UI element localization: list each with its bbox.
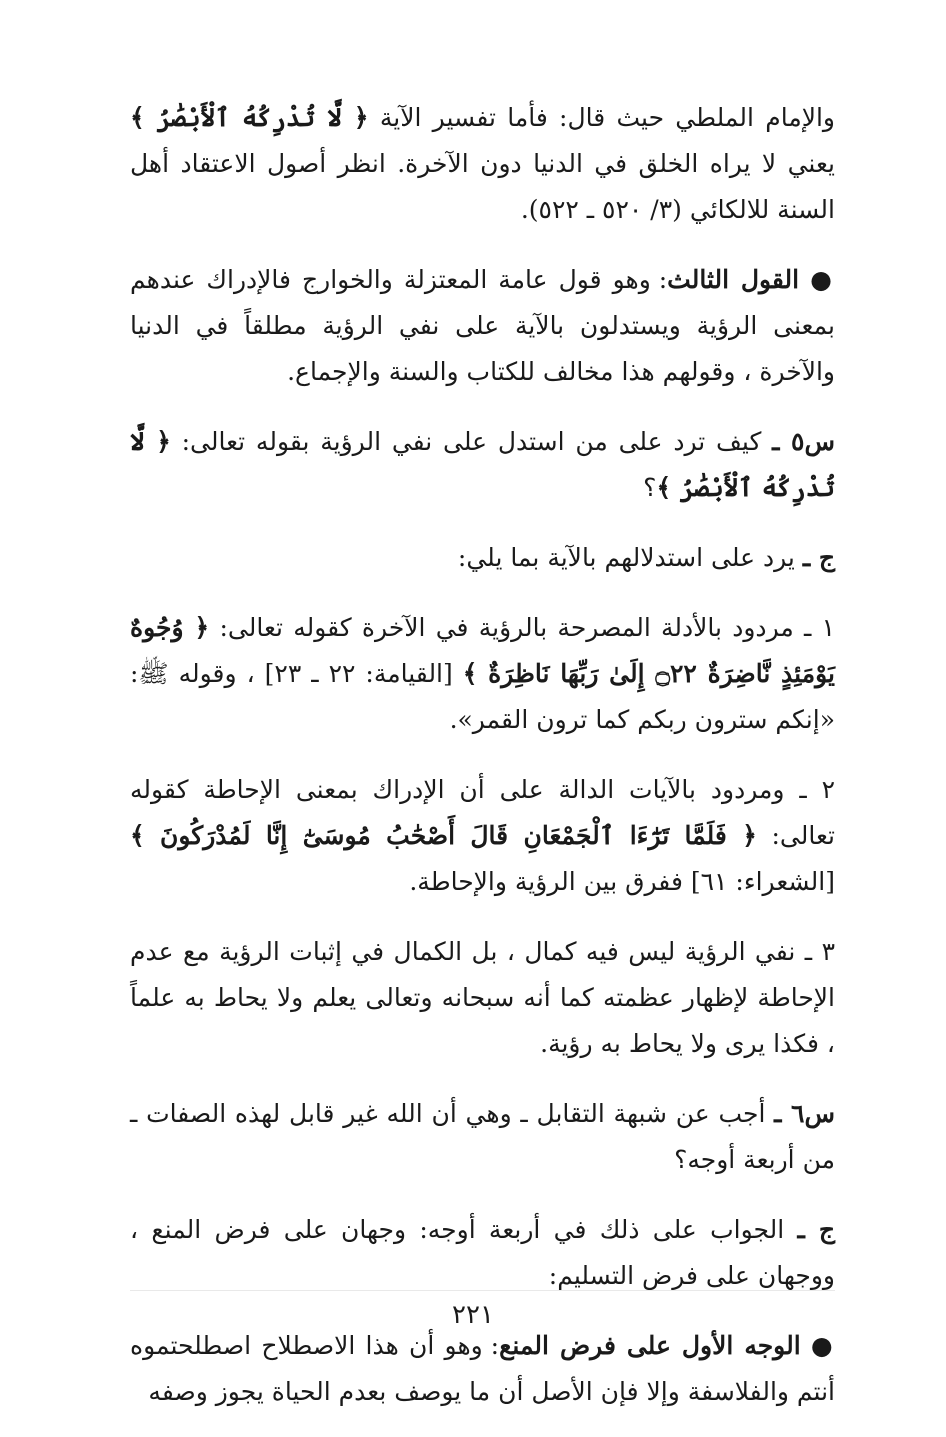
paragraph-1-text-end: يعني لا يراه الخلق في الدنيا دون الآخرة. انظر أصول الاعتقاد أهل السنة للالكائي (٣/ ٥٢٠ ـ ٥٢٢). — [130, 149, 835, 224]
answer-5-label: ج ـ — [802, 543, 835, 572]
paragraph-1-text: والإمام الملطي حيث قال: فأما تفسير الآية — [368, 103, 835, 132]
answer-6 — [130, 1207, 835, 1299]
question-6-label: س٦ ـ — [774, 1099, 835, 1128]
bullet-icon: ● — [810, 1331, 835, 1360]
quran-verse: ﴿ فَلَمَّا تَرَٰٓءَا ٱلْجَمْعَانِ قَالَ أَصْحَٰبُ مُوسَىٰٓ إِنَّا لَمُدْرَكُونَ ﴾ — [130, 821, 757, 850]
point-1-text-end: [القيامة: ٢٢ ـ ٢٣] ، وقوله ﷺ: «إنكم سترون ربكم كما ترون القمر». — [130, 659, 835, 734]
point-3 — [130, 929, 835, 1067]
question-5-mark: ؟ — [643, 473, 657, 502]
question-5-text: كيف ترد على من استدل على نفي الرؤية بقوله تعالى: — [170, 427, 773, 456]
page-number: ٢٢١ — [452, 1300, 494, 1330]
point-2-text: ٢ ـ ومردود بالآيات الدالة على أن الإدراك بمعنى الإحاطة كقوله تعالى: — [130, 775, 835, 850]
question-5 — [130, 419, 835, 511]
point-3-text: ٣ ـ نفي الرؤية ليس فيه كمال ، بل الكمال في إثبات الرؤية مع عدم الإحاطة لإظهار عظمته كما أنه سبحانه وتعالى يعلم ولا يحاط به علماً ، فكذا يرى ولا يحاط به رؤية. — [130, 937, 835, 1058]
paragraph-1 — [130, 95, 835, 233]
quran-verse: ﴿ لَّا تُدْرِكُهُ ٱلْأَبْصَٰرُ ﴾ — [130, 103, 369, 132]
bullet-icon: ● — [810, 265, 835, 294]
answer-6-text: الجواب على ذلك في أربعة أوجه: وجهان على فرض المنع ، ووجهان على فرض التسليم: — [130, 1215, 835, 1290]
answer-5-text: يرد على استدلالهم بالآية بما يلي: — [457, 543, 803, 572]
first-aspect-heading: الوجه الأول على فرض المنع — [499, 1331, 801, 1360]
question-6-text: أجب عن شبهة التقابل ـ وهي أن الله غير قابل لهذه الصفات ـ من أربعة أوجه؟ — [130, 1099, 835, 1174]
point-1 — [130, 605, 835, 743]
paragraph-2 — [130, 257, 835, 395]
quran-verse: ﴿ وُجُوهٌ يَوْمَئِذٍ نَّاضِرَةٌ ۝٢٢ إِلَىٰ رَبِّهَا نَاظِرَةٌ ﴾ — [130, 613, 835, 688]
quran-verse: ﴿ لَّا تُدْرِكُهُ ٱلْأَبْصَٰرُ ﴾ — [130, 427, 835, 502]
page-body — [130, 95, 835, 1437]
answer-5 — [130, 535, 835, 581]
point-2 — [130, 767, 835, 905]
question-5-label: س٥ ـ — [772, 427, 835, 456]
footer-divider — [130, 1290, 835, 1291]
answer-6-label: ج ـ — [797, 1215, 835, 1244]
point-2-text-end: [الشعراء: ٦١] ففرق بين الرؤية والإحاطة. — [409, 867, 835, 896]
paragraph-2-heading: القول الثالث — [667, 265, 800, 294]
point-1-text: ١ ـ مردود بالأدلة المصرحة بالرؤية في الآخرة كقوله تعالى: — [209, 613, 835, 642]
question-6 — [130, 1091, 835, 1183]
paragraph-first-aspect — [130, 1323, 835, 1415]
first-aspect-text: : وهو أن هذا الاصطلاح اصطلحتموه أنتم والفلاسفة وإلا فإن الأصل أن ما يوصف بعدم الحياة يجوز وصفه — [130, 1331, 835, 1406]
paragraph-2-text: : وهو قول عامة المعتزلة والخوارج فالإدراك عندهم بمعنى الرؤية ويستدلون بالآية على نفي الرؤية مطلقاً في الدنيا والآخرة ، وقولهم هذا مخالف للكتاب والسنة والإجماع. — [130, 265, 835, 386]
